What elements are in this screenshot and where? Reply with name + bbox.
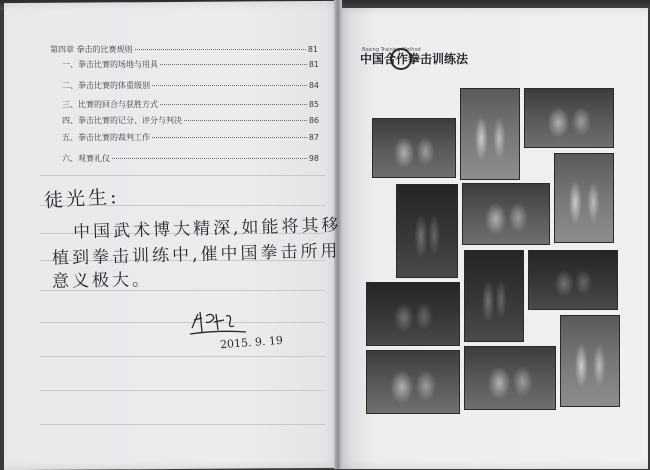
ruled-line [40, 390, 325, 391]
boxing-photo [524, 88, 614, 148]
toc-item-page: 98 [308, 154, 319, 163]
handwritten-signature [188, 306, 248, 336]
boxing-photo [462, 183, 550, 245]
boxing-photo [464, 346, 556, 410]
toc-item-title: 三、比赛的回合与获胜方式 [62, 100, 158, 109]
toc-leader [160, 103, 307, 105]
toc-item [62, 99, 319, 110]
book-logo [360, 47, 469, 72]
logo-subtitle: Boxing Training Method [362, 47, 421, 53]
ruled-line [40, 356, 325, 357]
boxing-photo [528, 250, 618, 310]
boxing-photo [396, 184, 458, 278]
inscription-date: 2015. 9. 19 [219, 333, 284, 352]
toc-leader [135, 48, 306, 50]
toc-item-title: 二、拳击比赛的体重级别 [62, 81, 150, 90]
toc-chapter [50, 44, 318, 55]
toc-item-page: 81 [308, 60, 319, 69]
boxing-photo [560, 315, 620, 407]
ruled-line [40, 322, 325, 323]
toc-item-page: 86 [308, 116, 319, 125]
inscription-salutation: 徒光生: [43, 186, 121, 212]
toc-leader [152, 84, 307, 86]
toc-item [62, 80, 319, 91]
toc-leader [184, 119, 307, 121]
toc-item-title: 一、拳击比赛的场地与用具 [62, 60, 158, 69]
table-of-contents [0, 0, 340, 200]
inscription-line: 植到拳击训练中,催中国拳击所用 [51, 241, 341, 269]
toc-item [62, 115, 319, 126]
toc-item-title: 五、拳击比赛的裁判工作 [62, 133, 150, 142]
toc-item-title: 四、拳击比赛的记分、评分与判决 [62, 116, 182, 125]
toc-item [62, 132, 319, 143]
toc-item [62, 59, 319, 70]
toc-chapter-title: 第四章 拳击的比赛规则 [50, 45, 133, 54]
logo-text: 中国合作拳击训练法 [360, 52, 469, 66]
ruled-line [40, 175, 325, 176]
toc-chapter-page: 81 [307, 45, 318, 54]
boxing-photo [366, 282, 460, 346]
toc-item-title: 六、观赛礼仪 [62, 154, 110, 163]
inscription-line: 中国武术博大精深,如能将其移 [72, 215, 342, 243]
boxing-photo [554, 153, 614, 243]
boxing-photo [460, 88, 520, 180]
toc-leader [152, 136, 307, 138]
toc-item [62, 153, 319, 164]
boxing-photo [372, 118, 456, 178]
ruled-line [40, 424, 325, 425]
toc-item-page: 85 [308, 100, 319, 109]
boxing-photo [464, 250, 524, 342]
boxing-photo [366, 350, 460, 414]
toc-item-page: 84 [308, 81, 319, 90]
toc-leader [112, 157, 307, 159]
toc-leader [160, 63, 307, 65]
toc-item-page: 87 [308, 133, 319, 142]
inscription-line: 意义极大。 [51, 270, 153, 292]
